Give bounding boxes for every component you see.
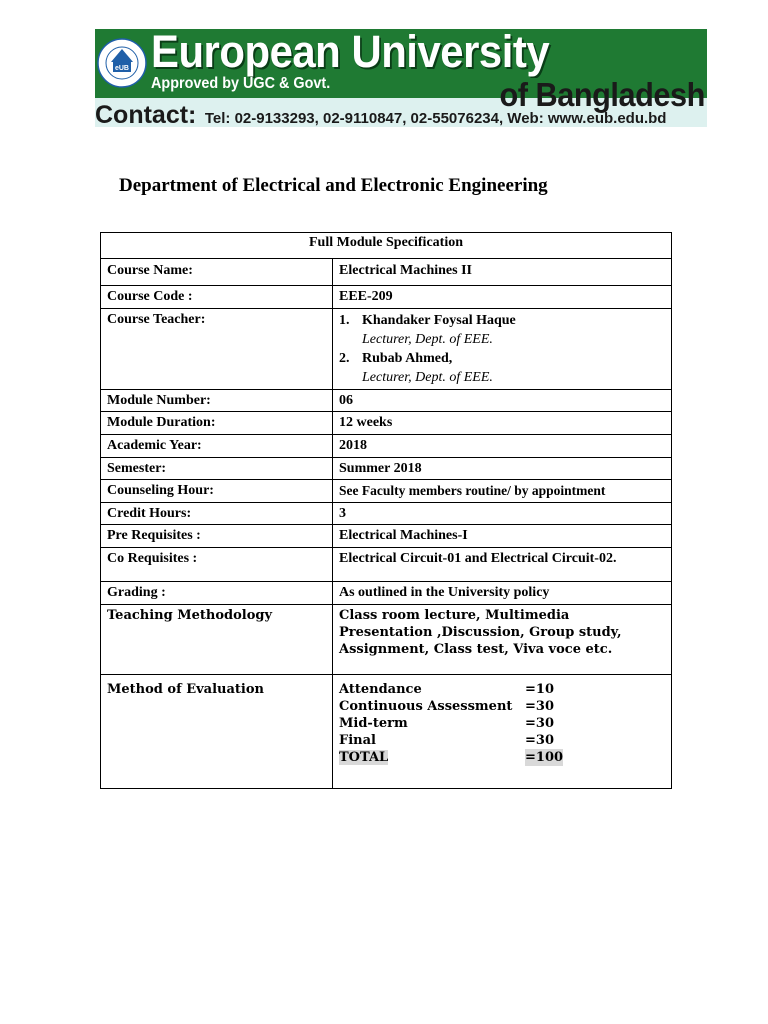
evaluation-total <box>339 749 665 766</box>
teacher-name: Rubab Ahmed, <box>362 351 453 366</box>
table-row <box>101 412 672 435</box>
row-label: Course Code : <box>101 286 333 309</box>
table-row <box>101 286 672 309</box>
university-location: of Bangladesh <box>499 76 705 113</box>
teacher-role: Lecturer, Dept. of EEE. <box>362 332 493 347</box>
evaluation-list <box>333 675 672 789</box>
table-row <box>101 390 672 412</box>
evaluation-item: Continuous Assessment =30 <box>339 699 554 714</box>
row-label: Course Teacher: <box>101 309 333 390</box>
table-row <box>101 435 672 458</box>
department-heading: Department of Electrical and Electronic Engineering <box>119 175 548 196</box>
table-row <box>101 458 672 480</box>
table-row <box>101 503 672 525</box>
evaluation-item: Attendance =10 <box>339 682 554 697</box>
row-label: Credit Hours: <box>101 503 333 525</box>
row-label: Grading : <box>101 582 333 605</box>
contact-label: Contact: <box>95 101 197 129</box>
table-row <box>101 582 672 605</box>
university-name: European University <box>151 29 550 77</box>
university-logo-icon <box>97 32 147 94</box>
row-label: Module Duration: <box>101 412 333 435</box>
table-title: Full Module Specification <box>101 233 672 259</box>
logo-text: eUB <box>114 65 130 72</box>
row-label: Teaching Methodology <box>101 605 333 675</box>
row-label: Pre Requisites : <box>101 525 333 548</box>
row-value: EEE-209 <box>333 286 672 309</box>
contact-line <box>95 101 666 130</box>
table-row <box>101 480 672 503</box>
row-label: Academic Year: <box>101 435 333 458</box>
row-value: Electrical Machines II <box>333 259 672 286</box>
row-value: 2018 <box>333 435 672 458</box>
row-value: Summer 2018 <box>333 458 672 480</box>
teacher-item: 1. Khandaker Foysal Haque <box>339 313 516 328</box>
row-value: 06 <box>333 390 672 412</box>
row-value: Class room lecture, Multimedia Presentation ,Discussion, Group study, Assignment, Class test, Viva voce etc. <box>333 605 672 675</box>
table-row <box>101 675 672 789</box>
row-value: Electrical Machines-I <box>333 525 672 548</box>
table-row <box>101 548 672 582</box>
teacher-item: 2. Rubab Ahmed, <box>339 351 453 366</box>
row-value: Electrical Circuit-01 and Electrical Circuit-02. <box>333 548 672 582</box>
row-label: Semester: <box>101 458 333 480</box>
evaluation-item: Final =30 <box>339 733 554 748</box>
table-row <box>101 605 672 675</box>
row-value: See Faculty members routine/ by appointment <box>333 480 672 503</box>
teacher-role: Lecturer, Dept. of EEE. <box>362 370 493 385</box>
university-banner <box>95 29 707 127</box>
table-row <box>101 309 672 390</box>
total-label: TOTAL <box>339 750 389 765</box>
total-value: =100 <box>525 750 564 765</box>
row-value: As outlined in the University policy <box>333 582 672 605</box>
table-row <box>101 259 672 286</box>
teacher-list <box>333 309 672 390</box>
table-title-row <box>101 233 672 259</box>
row-value: 12 weeks <box>333 412 672 435</box>
module-spec-table <box>100 232 672 789</box>
teacher-name: Khandaker Foysal Haque <box>362 313 516 328</box>
table-row <box>101 525 672 548</box>
contact-info: Tel: 02-9133293, 02-9110847, 02-55076234, Web: www.eub.edu.bd <box>204 110 667 127</box>
evaluation-item: Mid-term =30 <box>339 716 554 731</box>
approval-text: Approved by UGC & Govt. <box>151 75 331 92</box>
row-label: Counseling Hour: <box>101 480 333 503</box>
row-label: Method of Evaluation <box>101 675 333 789</box>
row-value: 3 <box>333 503 672 525</box>
row-label: Course Name: <box>101 259 333 286</box>
row-label: Module Number: <box>101 390 333 412</box>
row-label: Co Requisites : <box>101 548 333 582</box>
